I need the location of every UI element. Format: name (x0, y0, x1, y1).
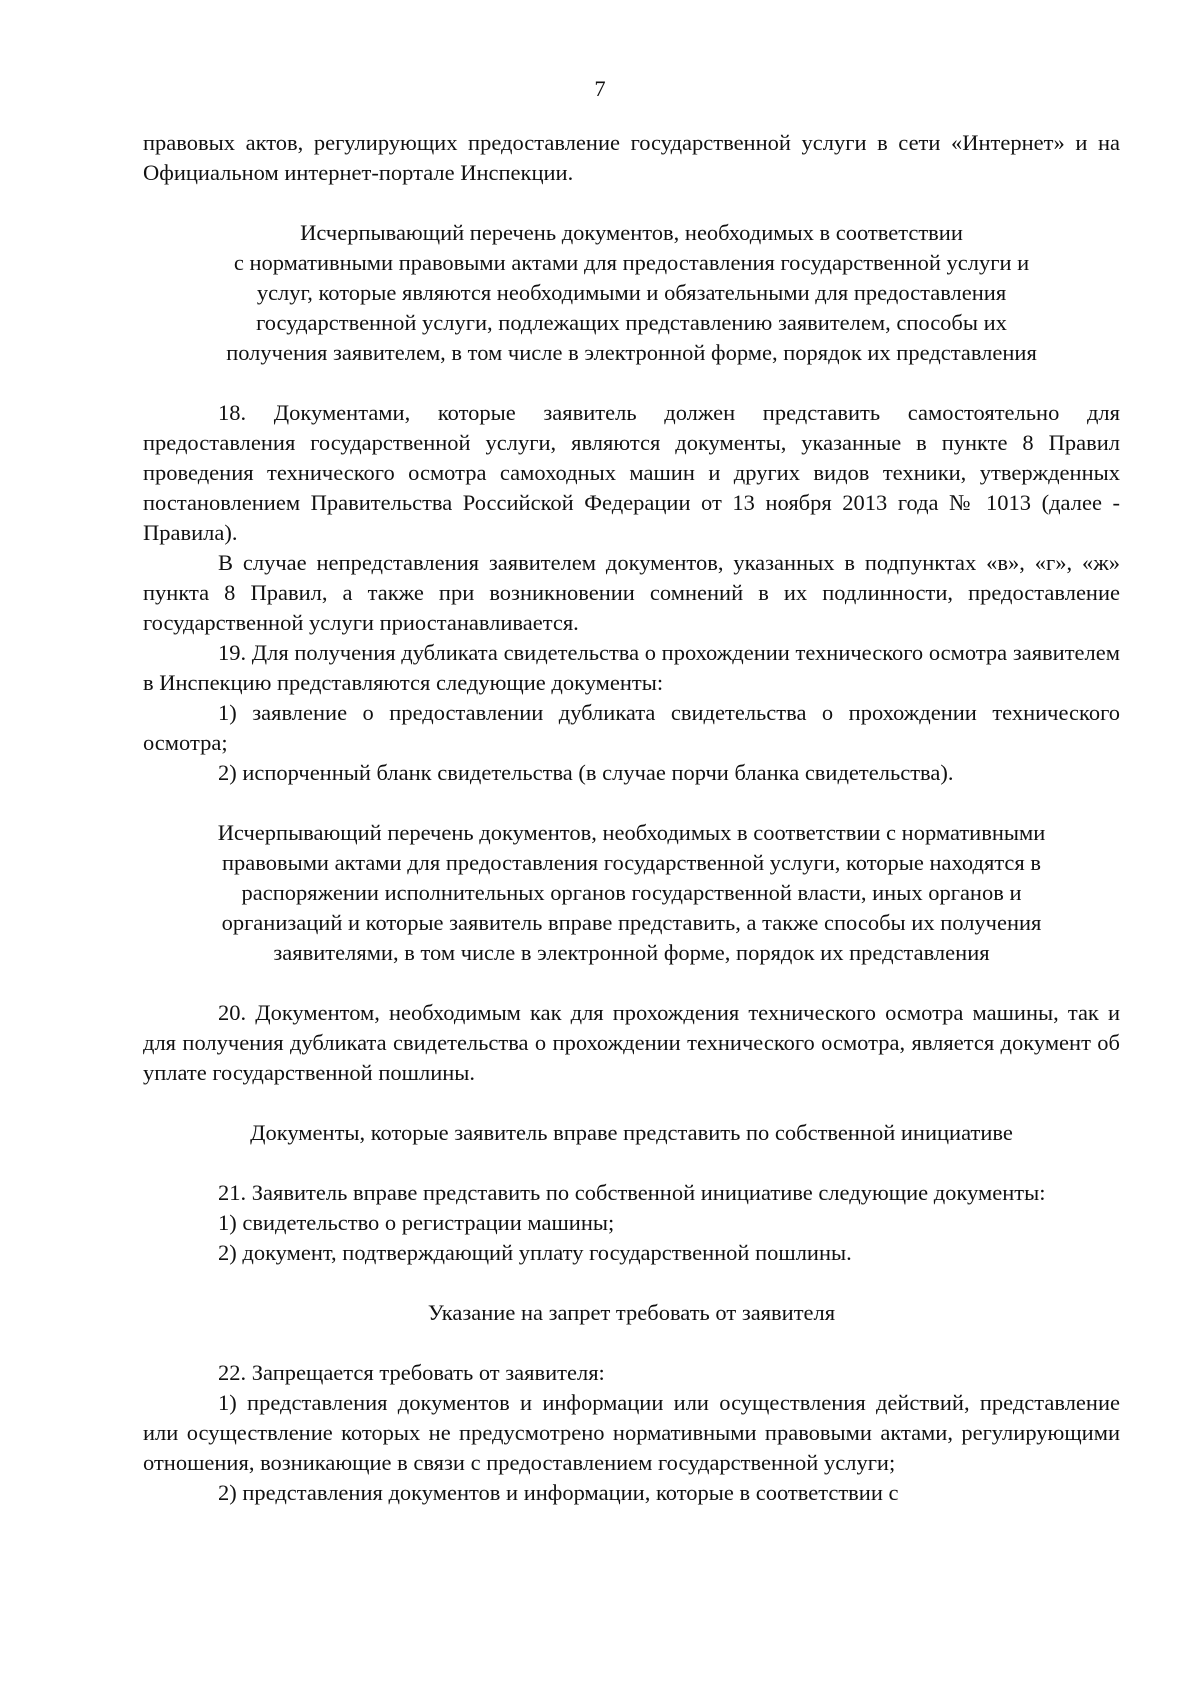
heading-line: с нормативными правовыми актами для предоставления государственной услуги и (233, 250, 1030, 275)
spacer (143, 368, 1120, 398)
heading-line: правовыми актами для предоставления государственной услуги, которые находятся в (221, 850, 1042, 875)
heading-line: получения заявителем, в том числе в электронной форме, порядок их представления (226, 340, 1037, 365)
document-body (143, 128, 1120, 1508)
section-heading-interagency-documents (143, 818, 1120, 968)
paragraph-22: 22. Запрещается требовать от заявителя: (218, 1360, 605, 1385)
spacer (143, 968, 1120, 998)
paragraph-19-item-2: 2) испорченный бланк свидетельства (в случае порчи бланка свидетельства). (218, 760, 954, 785)
heading-line: Документы, которые заявитель вправе представить по собственной инициативе (250, 1120, 1013, 1145)
spacer (143, 1268, 1120, 1298)
spacer (143, 188, 1120, 218)
intro-paragraph: правовых актов, регулирующих предоставление государственной услуги в сети «Интернет» и на Официальном интернет-портале Инспекции. (143, 130, 1120, 185)
heading-line: услуг, которые являются необходимыми и обязательными для предоставления (256, 280, 1007, 305)
heading-line: организаций и которые заявитель вправе представить, а также способы их получения (221, 910, 1042, 935)
spacer (143, 788, 1120, 818)
page-number: 7 (594, 76, 606, 101)
heading-line: Указание на запрет требовать от заявителя (427, 1300, 836, 1325)
spacer (143, 1328, 1120, 1358)
paragraph-21-item-1: 1) свидетельство о регистрации машины; (218, 1210, 615, 1235)
section-heading-optional-documents (143, 1118, 1120, 1148)
spacer (143, 1088, 1120, 1118)
paragraph-22-item-2: 2) представления документов и информации, которые в соответствии с (218, 1480, 899, 1505)
heading-line: Исчерпывающий перечень документов, необходимых в соответствии (300, 220, 963, 245)
paragraph-20: 20. Документом, необходимым как для прохождения технического осмотра машины, так и для получения дубликата свидетельства о прохождении технического осмотра, является документ об уплате государственной пошлины. (143, 1000, 1120, 1085)
paragraph-19: 19. Для получения дубликата свидетельства о прохождении технического осмотра заявителем в Инспекцию представляются следующие документы: (143, 640, 1120, 695)
heading-line: распоряжении исполнительных органов государственной власти, иных органов и (241, 880, 1022, 905)
paragraph-22-item-1: 1) представления документов и информации или осуществления действий, представление или осуществление которых не предусмотрено нормативными правовыми актами, регулирующими отношения, возникающие в связи с предоставлением государственной услуги; (143, 1390, 1120, 1475)
paragraph-21-item-2: 2) документ, подтверждающий уплату государственной пошлины. (218, 1240, 852, 1265)
heading-line: заявителями, в том числе в электронной форме, порядок их представления (273, 940, 990, 965)
heading-line: Исчерпывающий перечень документов, необходимых в соответствии с нормативными (217, 820, 1046, 845)
paragraph-19-item-1: 1) заявление о предоставлении дубликата свидетельства о прохождении технического осмотра; (143, 700, 1120, 755)
paragraph-21: 21. Заявитель вправе представить по собственной инициативе следующие документы: (218, 1180, 1046, 1205)
heading-line: государственной услуги, подлежащих представлению заявителем, способы их (256, 310, 1007, 335)
paragraph-18: 18. Документами, которые заявитель должен представить самостоятельно для предоставления государственной услуги, являются документы, указанные в пункте 8 Правил проведения технического осмотра самоходных машин и других видов техники, утвержденных постановлением Правительства Российской Федерации от 13 ноября 2013 года № 1013 (далее - Правила). (143, 400, 1120, 545)
section-heading-required-documents (143, 218, 1120, 368)
paragraph-18-continuation: В случае непредставления заявителем документов, указанных в подпунктах «в», «г», «ж» пункта 8 Правил, а также при возникновении сомнений в их подлинности, предоставление государственной услуги приостанавливается. (143, 550, 1120, 635)
section-heading-prohibition (143, 1298, 1120, 1328)
spacer (143, 1148, 1120, 1178)
